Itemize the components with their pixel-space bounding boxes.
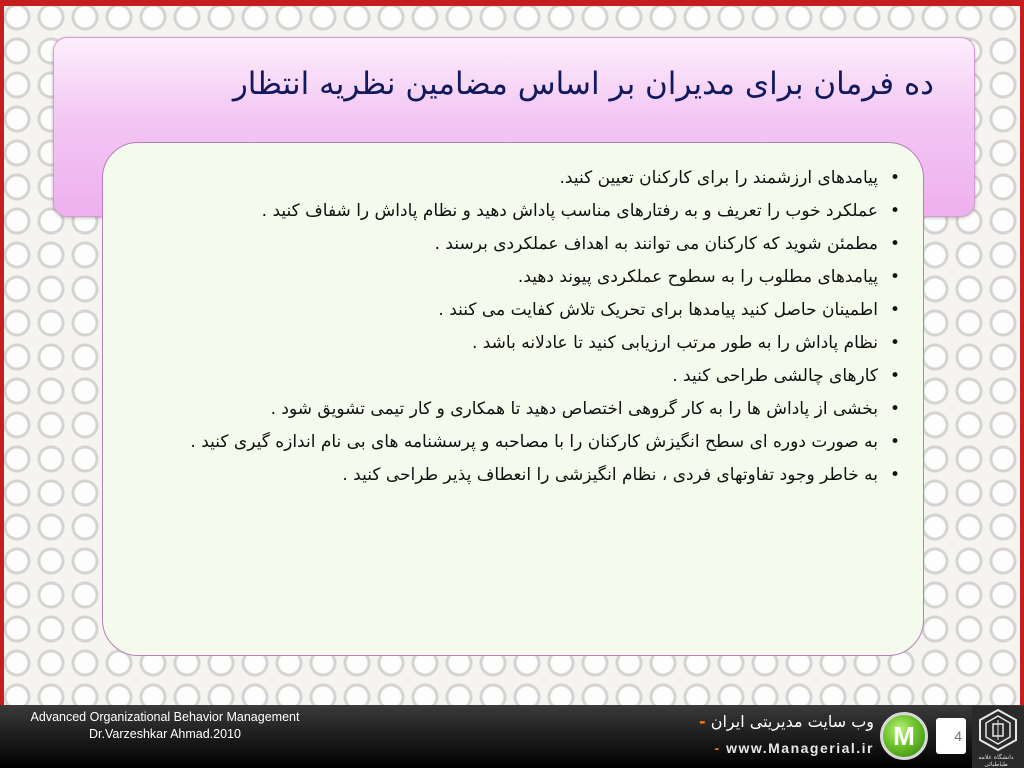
bullet-dot-icon: • [889, 168, 900, 188]
bullet-text: پیامدهای مطلوب را به سطوح عملکردی پیوند دهید. [517, 267, 878, 287]
bullet-item [122, 197, 902, 225]
bullet-item [122, 263, 902, 291]
bullet-dot-icon: • [889, 399, 900, 419]
site-name [699, 712, 874, 731]
slide-title: ده فرمان برای مدیران بر اساس مضامین نظریه انتظار [232, 66, 934, 102]
site-url-link[interactable] [715, 740, 874, 756]
university-caption: دانشگاه علامه طباطبائی [978, 754, 1014, 768]
bullet-item [122, 296, 902, 324]
managerial-m-logo-icon: M [880, 712, 928, 760]
footer-credits [10, 709, 320, 743]
bullet-item [122, 428, 902, 456]
bullet-item [122, 230, 902, 258]
bullet-item [122, 164, 902, 192]
top-red-band [0, 0, 1024, 6]
bullet-dot-icon: • [889, 432, 900, 452]
bullet-dot-icon: • [889, 366, 900, 386]
author-line: Dr.Varzeshkar Ahmad.2010 [89, 727, 241, 741]
bullet-text: به خاطر وجود تفاوتهای فردی ، نظام انگیزشی را انعطاف پذیر طراحی کنید . [342, 465, 878, 485]
bullet-item [122, 461, 902, 489]
orange-dash-icon: - [714, 740, 721, 756]
bullet-text: به صورت دوره ای سطح انگیزش کارکنان را با مصاحبه و پرسشنامه های بی نام اندازه گیری کنید . [190, 432, 878, 452]
bullet-dot-icon: • [889, 267, 900, 287]
bullet-dot-icon: • [889, 465, 900, 485]
bullet-item [122, 395, 902, 423]
bullet-text: اطمینان حاصل کنید پیامدها برای تحریک تلاش کفایت می کنند . [438, 300, 878, 320]
bullet-text: کارهای چالشی طراحی کنید . [672, 366, 878, 386]
university-emblem-graphic [972, 706, 1024, 754]
bullet-item [122, 362, 902, 390]
orange-dash-icon: - [698, 712, 706, 731]
bullet-dot-icon: • [889, 333, 900, 353]
bullet-dot-icon: • [889, 300, 900, 320]
left-red-band [0, 0, 4, 705]
bullet-text: پیامدهای ارزشمند را برای کارکنان تعیین کنید. [559, 168, 878, 188]
site-url-text: www.Managerial.ir [726, 740, 874, 756]
bullet-dot-icon: • [889, 201, 900, 221]
bullet-text: نظام پاداش را به طور مرتب ارزیابی کنید تا عادلانه باشد . [471, 333, 878, 353]
bullet-dot-icon: • [889, 234, 900, 254]
right-red-band [1020, 0, 1024, 705]
bullet-list [122, 164, 902, 494]
bullet-text: عملکرد خوب را تعریف و به رفتارهای مناسب پاداش دهید و نظام پاداش را شفاف کنید . [261, 201, 878, 221]
site-name-text: وب سایت مدیریتی ایران [710, 712, 874, 731]
bullet-text: مطمئن شوید که کارکنان می توانند به اهداف عملکردی برسند . [434, 234, 878, 254]
course-title: Advanced Organizational Behavior Management [30, 710, 300, 724]
bullet-text: بخشی از پاداش ها را به کار گروهی اختصاص دهید تا همکاری و کار تیمی تشویق شود . [270, 399, 878, 419]
page-number: 4 [936, 718, 966, 754]
bullet-item [122, 329, 902, 357]
